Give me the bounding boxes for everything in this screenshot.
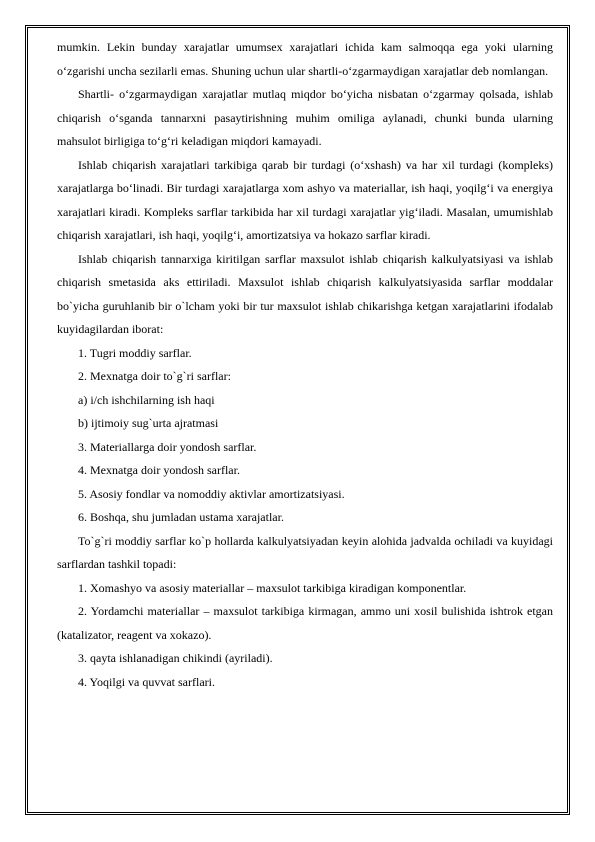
paragraph-fixed-costs: Shartli- oʻzgarmaydigan xarajatlar mutlaq miqdor boʻyicha nisbatan oʻzgarmay qolsada, ishlab chiqarish oʻsganda tannarxni pasaytirishning muhim omiliga aylanadi, chunki bunda ularning mahsulot birligiga toʻgʻri keladigan miqdori kamayadi.: [57, 87, 553, 148]
document-body: [57, 36, 553, 694]
list-item: 3. Materiallarga doir yondosh sarflar.: [78, 439, 257, 454]
list-item: 6. Boshqa, shu jumladan ustama xarajatlar.: [78, 510, 284, 524]
list-item: 2. Mexnatga doir to`g`ri sarflar:: [78, 369, 231, 383]
list-item: b) ijtimoiy sug`urta ajratmasi: [78, 416, 219, 430]
list-item: 1. Tugri moddiy sarflar.: [78, 345, 192, 360]
list-item: a) i/ch ishchilarning ish haqi: [78, 392, 215, 407]
list-item: 5. Asosiy fondlar va nomoddiy aktivlar amortizatsiyasi.: [78, 486, 345, 501]
list-item: 4. Mexnatga doir yondosh sarflar.: [78, 463, 240, 477]
list-item: 1. Xomashyo va asosiy materiallar – maxsulot tarkibiga kiradigan komponentlar.: [78, 580, 467, 595]
paragraph-direct-material: To`g`ri moddiy sarflar ko`p hollarda kalkulyatsiyadan keyin alohida jadvalda ochiladi va kuyidagi sarflardan tashkil topadi:: [57, 533, 553, 571]
paragraph-continuation: mumkin. Lekin bunday xarajatlar umumsex xarajatlari ichida kam salmoqqa ega yoki ularning oʻzgarishi uncha sezilarli emas. Shuning uchun ular shartli-oʻzgarmaydigan xarajatlar deb nomlangan.: [57, 40, 553, 78]
list-item: 4. Yoqilgi va quvvat sarflari.: [78, 674, 215, 689]
list-item: 2. Yordamchi materiallar – maxsulot tarkibiga kirmagan, ammo uni xosil bulishida ishtrok etgan (katalizator, reagent va xokazo).: [57, 604, 553, 642]
list-item: 3. qayta ishlanadigan chikindi (ayriladi).: [78, 651, 273, 665]
paragraph-cost-composition: Ishlab chiqarish xarajatlari tarkibiga qarab bir turdagi (oʻxshash) va har xil turdagi (kompleks) xarajatlarga boʻlinadi. Bir turdagi xarajatlarga xom ashyo va materiallar, ish haqi, yoqilgʻi va energiya xarajatlari kiradi. Kompleks sarflar tarkibida har xil turdagi xarajatlar yigʻiladi. Masalan, umumishlab chiqarish xarajatlari, ish haqi, yoqilgʻi, amortizatsiya va hokazo sarflar kiradi.: [57, 157, 553, 242]
paragraph-calculation: Ishlab chiqarish tannarxiga kiritilgan sarflar maxsulot ishlab chiqarish kalkulyatsiyasi va ishlab chiqarish smetasida aks ettiriladi. Maxsulot ishlab chiqarish kalkulyatsiyasida sarflar moddalar bo`yicha guruhlanib bir o`lcham yoki bir tur maxsulot ishlab chikarishga ketgan xarajatlarini ifodalab kuyidagilardan iborat:: [57, 251, 553, 336]
